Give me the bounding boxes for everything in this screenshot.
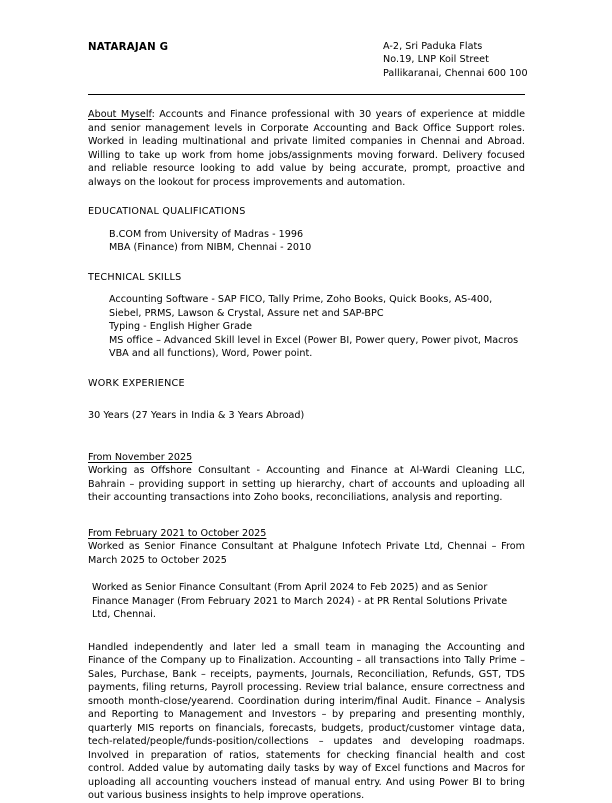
technical-skills-item-2: MS office – Advanced Skill level in Excel (Power BI, Power query, Power pivot, Macros VBA and all functions), Word, Power point.	[109, 334, 519, 360]
address-line-3: Pallikaranai, Chennai 600 100	[383, 67, 528, 79]
work-entry-1-description-secondary: Worked as Senior Finance Consultant (From April 2024 to Feb 2025) and as Senior Finance Manager (From February 2021 to March 2024) - at PR Rental Solutions Private Ltd, Chennai.	[92, 582, 508, 621]
candidate-name: NATARAJAN G	[88, 42, 169, 53]
education-item-0: B.COM from University of Madras - 1996	[109, 228, 304, 240]
about-myself-text: Accounts and Finance professional with 30 years of experience at middle and senior management levels in Corporate Accounting and Back Office Support roles. Worked in leading multinational and private limited companies in Chennai and Abroad. Willing to take up work from home jobs/assignments moving forward. Delivery focused and reliable resource looking to add value by being accurate, prompt, proactive and always on the lookout for process improvements and automation.	[88, 109, 525, 188]
work-entry-0-description: Working as Offshore Consultant - Accounting and Finance at Al-Wardi Cleaning LLC, Bahrain – providing support in setting up hierarchy, chart of accounts and uploading all their accounting transactions into Zoho books, reconciliations, analysis and reporting.	[88, 465, 525, 504]
work-entry-1-description: Worked as Senior Finance Consultant at Phalgune Infotech Private Ltd, Chennai – From March 2025 to October 2025	[88, 541, 525, 566]
about-myself-label: About Myself	[88, 109, 152, 121]
about-myself-paragraph	[88, 108, 525, 189]
work-entry-0-period: From November 2025	[88, 451, 193, 463]
technical-skills-heading: TECHNICAL SKILLS	[88, 271, 182, 283]
work-entry-1-period: From February 2021 to October 2025	[88, 527, 267, 539]
candidate-address	[383, 40, 533, 80]
work-experience-summary: 30 Years (27 Years in India & 3 Years Abroad)	[88, 410, 305, 422]
address-line-1: A-2, Sri Paduka Flats	[383, 41, 483, 52]
work-responsibilities: Handled independently and later led a small team in managing the Accounting and Finance of the Company up to Finalization. Accounting – all transactions into Tally Prime – Sales, Purchase, Bank – receipts, payments, Journals, Reconciliation, Refunds, GST, TDS payments, filing returns, Payroll processing. Review trial balance, ensure correctness and smooth month-close/yearend. Coordination during interim/final Audit. Finance – Analysis and Reporting to Management and Investors – by preparing and presenting monthly, quarterly MIS reports on financials, forecasts, budgets, product/customer vintage data, tech-related/people/funds-position/collections – updates and developing roadmaps. Involved in preparation of ratios, statements for checking financial health and cost control. Added value by automating daily tasks by way of Excel functions and Macros for uploading all accounting vouchers instead of manual entry. And using Power BI to bring out various business insights to help improve operations.	[88, 641, 525, 802]
resume-header	[88, 40, 528, 80]
technical-skills-item-1: Typing - English Higher Grade	[109, 321, 252, 333]
work-experience-heading: WORK EXPERIENCE	[88, 377, 185, 389]
about-myself-separator: :	[151, 109, 160, 121]
address-line-2: No.19, LNP Koil Street	[383, 54, 489, 66]
technical-skills-item-0: Accounting Software - SAP FICO, Tally Prime, Zoho Books, Quick Books, AS-400, Siebel, PRMS, Lawson & Crystal, Assure net and SAP-BPC	[109, 294, 493, 319]
education-heading: EDUCATIONAL QUALIFICATIONS	[88, 206, 246, 218]
education-item-1: MBA (Finance) from NIBM, Chennai - 2010	[109, 242, 312, 254]
